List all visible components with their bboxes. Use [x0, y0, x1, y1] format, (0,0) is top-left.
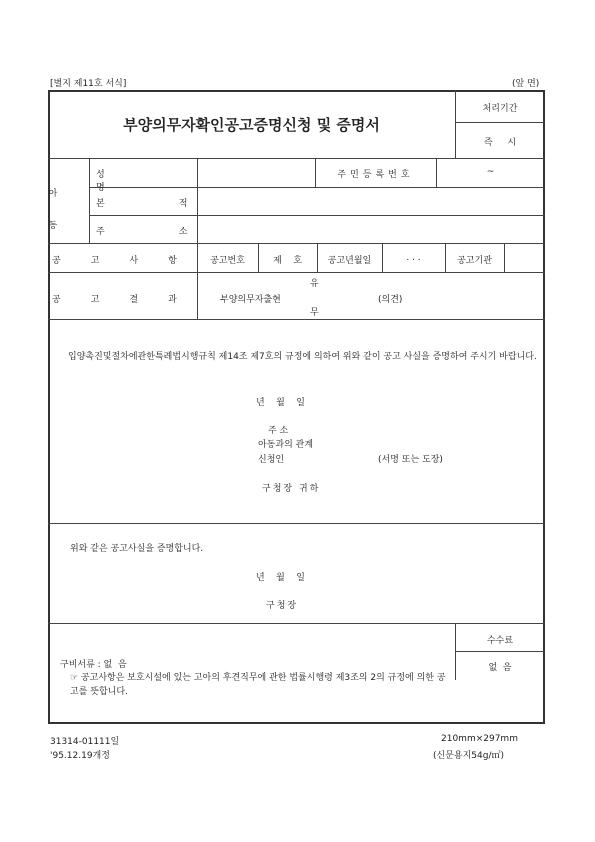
- divider: [89, 158, 90, 243]
- child-label-text: 아동: [48, 189, 58, 231]
- footnote: ☞ 공고사항은 보호시설에 있는 고아의 후견직무에 관한 법률시행령 제3조의 2의 규정에 의한 공고를 뜻합니다.: [70, 673, 446, 697]
- form-label: [별지 제11호 서식]: [50, 79, 127, 89]
- form-code: 31314-01111일: [50, 737, 120, 747]
- divider: [455, 651, 545, 652]
- child-address-label: 주소: [96, 227, 262, 237]
- divider: [89, 215, 545, 216]
- applicant-label: 신청인: [258, 455, 285, 465]
- divider: [48, 158, 545, 159]
- notice-number-field[interactable]: 제 호: [273, 256, 302, 266]
- divider: [48, 319, 545, 320]
- applicant-address-label: 주 소: [268, 426, 289, 436]
- divider: [504, 243, 505, 272]
- child-name-label: [96, 167, 188, 193]
- paper-type: (신문용지54g/㎡): [433, 751, 504, 761]
- child-name-text: 성명: [96, 170, 175, 193]
- child-domicile-label: 본적: [96, 199, 262, 209]
- child-name-field[interactable]: [200, 160, 313, 185]
- rrn-field[interactable]: ~: [486, 167, 495, 177]
- rrn-label: 주민등록번호: [337, 170, 414, 180]
- certify-date: 년 월 일: [256, 573, 305, 583]
- revision-date: '95.12.19개정: [50, 751, 110, 761]
- applicant-relation-label: 아동과의 관계: [258, 440, 314, 450]
- yes-option[interactable]: 유: [310, 279, 319, 289]
- document-title: 부양의무자확인공고증명신청 및 증명서: [123, 116, 380, 134]
- divider: [48, 243, 545, 244]
- notice-agency-field[interactable]: [506, 245, 543, 270]
- notice-items-label: 공고사항: [52, 256, 207, 266]
- fee-label: 수수료: [486, 636, 514, 646]
- addressee: 구청장 귀하: [262, 484, 321, 494]
- guardian-appear-label: 부양의무자출현: [220, 295, 281, 305]
- notice-result-label: 공고결과: [52, 295, 207, 305]
- processing-period-value: 즉 시: [483, 138, 517, 148]
- opinion-label: (의견): [378, 295, 403, 305]
- certify-text: 위와 같은 공고사실을 증명합니다.: [70, 544, 204, 554]
- child-address-field[interactable]: [200, 217, 543, 241]
- request-date: 년 월 일: [256, 398, 305, 408]
- issuer: 구청장: [266, 601, 299, 611]
- documents-label: 구비서류 : 없 음: [60, 660, 127, 670]
- divider: [455, 122, 545, 123]
- divider: [48, 623, 545, 624]
- child-domicile-field[interactable]: [200, 189, 543, 213]
- request-text: 입양촉진및절차에관한특례법시행규칙 제14조 제7호의 규정에 의하여 위와 같이 공고 사실을 증명하여 주시기 바랍니다.: [68, 352, 537, 362]
- notice-date-field[interactable]: . . .: [406, 253, 421, 263]
- side-label: (앞 면): [512, 79, 540, 89]
- signature-note: (서명 또는 도장): [378, 455, 443, 465]
- notice-date-label: 공고년월일: [327, 256, 372, 266]
- processing-period-label: 처리기간: [482, 104, 518, 114]
- divider: [48, 272, 545, 273]
- fee-value: 없 음: [488, 663, 512, 673]
- notice-agency-label: 공고기관: [457, 256, 492, 266]
- no-option[interactable]: 무: [310, 308, 319, 318]
- paper-size: 210mm×297mm: [441, 734, 518, 744]
- notice-number-label: 공고번호: [210, 256, 245, 266]
- divider: [48, 523, 545, 524]
- child-label: [48, 178, 58, 242]
